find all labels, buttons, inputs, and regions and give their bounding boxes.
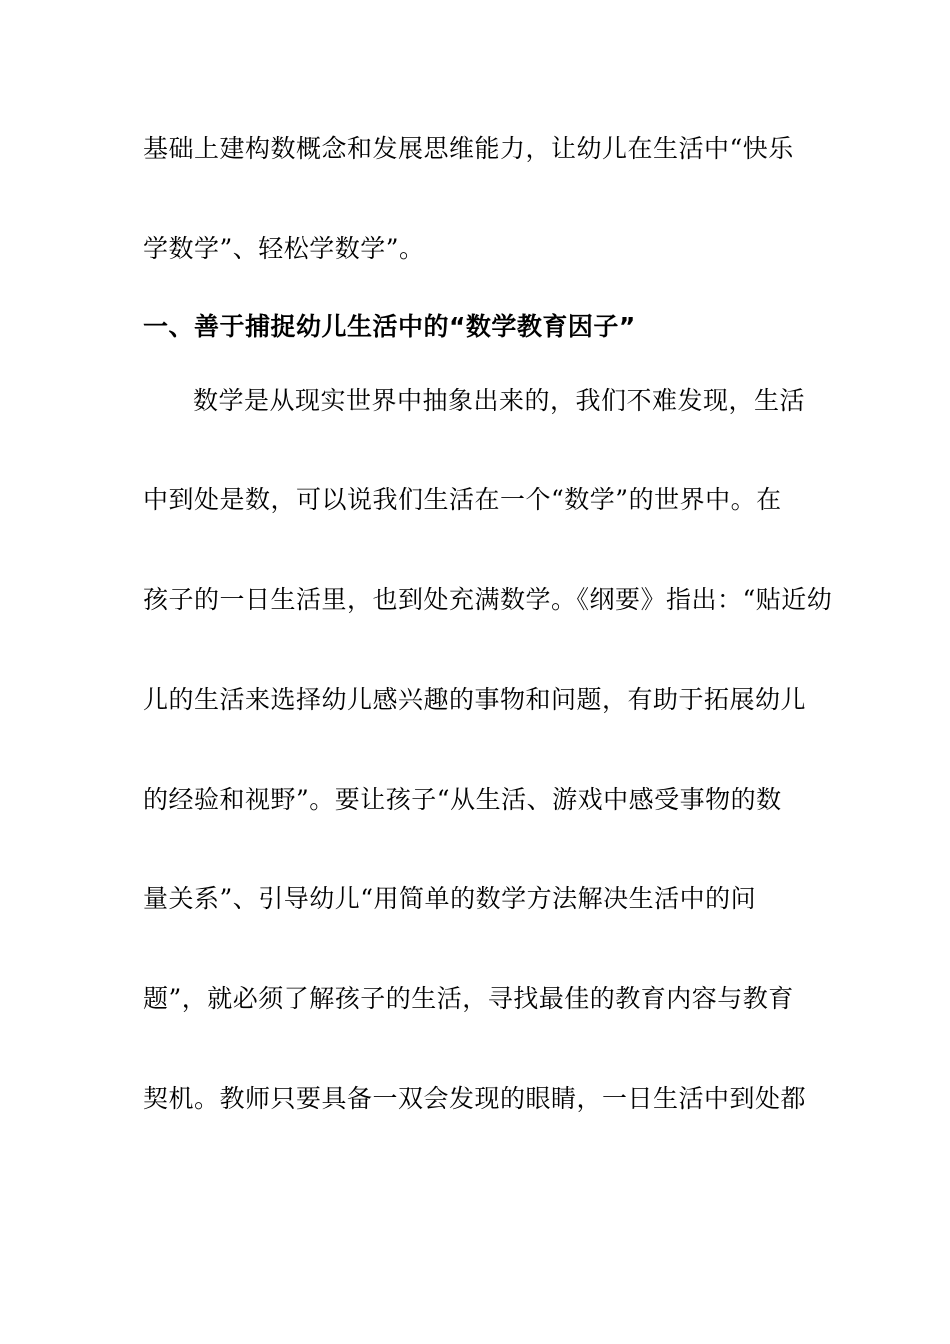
body-line-8: 契机。教师只要具备一双会发现的眼睛，一日生活中到处都	[143, 1084, 807, 1113]
body-line-5: 的经验和视野”。要让孩子“从生活、游戏中感受事物的数	[143, 785, 782, 814]
intro-line-1: 基础上建构数概念和发展思维能力，让幼儿在生活中“快乐	[143, 134, 794, 163]
body-line-3: 孩子的一日生活里，也到处充满数学。《纲要》指出：“贴近幼	[143, 585, 833, 614]
body-line-2: 中到处是数，可以说我们生活在一个“数学”的世界中。在	[143, 485, 782, 514]
section-heading: 一、善于捕捉幼儿生活中的“数学教育因子”	[143, 312, 636, 341]
body-line-7: 题”，就必须了解孩子的生活，寻找最佳的教育内容与教育	[143, 984, 794, 1013]
body-line-6: 量关系”、引导幼儿“用简单的数学方法解决生活中的问	[143, 884, 757, 913]
intro-line-2: 学数学”、轻松学数学”。	[143, 234, 425, 263]
body-line-4: 儿的生活来选择幼儿感兴趣的事物和问题，有助于拓展幼儿	[143, 685, 807, 714]
body-line-1: 数学是从现实世界中抽象出来的，我们不难发现，生活	[193, 386, 806, 415]
